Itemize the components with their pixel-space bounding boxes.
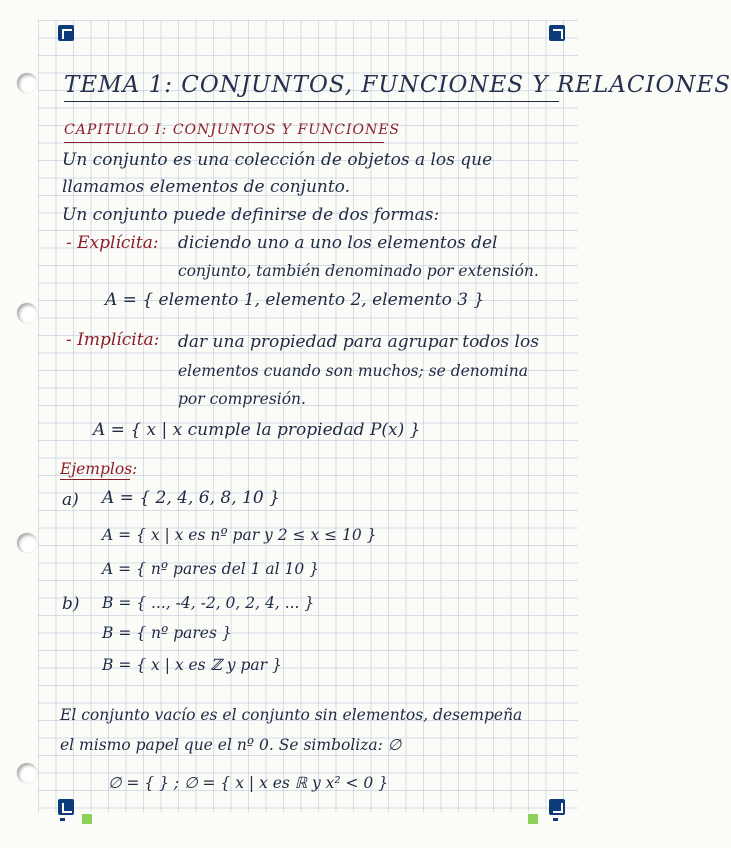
text-line: por compresión.: [178, 390, 306, 408]
text-line: Un conjunto es una colección de objetos a los que: [62, 150, 493, 170]
binder-hole: [17, 303, 37, 323]
margin-dot: [553, 818, 558, 821]
formula: ∅ = { } ; ∅ = { x | x es ℝ y x² < 0 }: [108, 774, 389, 792]
examples-heading: Ejemplos:: [60, 460, 138, 478]
binder-hole: [17, 73, 37, 93]
example-label: a): [62, 490, 79, 510]
formula: A = { 2, 4, 6, 8, 10 }: [102, 488, 280, 508]
formula: A = { x | x es nº par y 2 ≤ x ≤ 10 }: [102, 526, 377, 544]
corner-marker-icon: [549, 25, 565, 41]
margin-mark: [528, 814, 538, 824]
text-line: conjunto, también denominado por extensión.: [178, 262, 539, 280]
implicita-label: - Implícita:: [66, 330, 160, 350]
margin-dot: [60, 818, 65, 821]
formula: A = { nº pares del 1 al 10 }: [102, 560, 320, 578]
formula: B = { ..., -4, -2, 0, 2, 4, ... }: [102, 594, 315, 612]
text-line: dar una propiedad para agrupar todos los: [178, 332, 539, 352]
formula: B = { x | x es ℤ y par }: [102, 656, 282, 674]
example-label: b): [62, 594, 80, 614]
text-line: diciendo uno a uno los elementos del: [178, 233, 498, 253]
section-heading: CAPITULO I: CONJUNTOS Y FUNCIONES: [64, 122, 401, 138]
page-top-margin: [0, 0, 599, 20]
page-right-margin: [578, 0, 599, 848]
corner-marker-icon: [58, 25, 74, 41]
page-left-margin: [0, 0, 38, 848]
text-line: llamamos elementos de conjunto.: [62, 177, 351, 197]
text-line: elementos cuando son muchos; se denomina: [178, 362, 528, 380]
explicita-label: - Explícita:: [66, 233, 159, 253]
formula: A = { x | x cumple la propiedad P(x) }: [93, 420, 421, 440]
corner-marker-icon: [549, 799, 565, 815]
corner-marker-icon: [58, 799, 74, 815]
text-line: Un conjunto puede definirse de dos formas:: [62, 205, 440, 225]
examples-underline: [60, 479, 130, 480]
formula: B = { nº pares }: [102, 624, 232, 642]
formula: A = { elemento 1, elemento 2, elemento 3 }: [105, 290, 485, 310]
section-underline: [64, 142, 384, 143]
text-line: El conjunto vacío es el conjunto sin elementos, desempeña: [60, 706, 523, 724]
text-line: el mismo papel que el nº 0. Se simboliza: ∅: [60, 736, 402, 754]
binder-hole: [17, 763, 37, 783]
title-underline: [64, 101, 559, 102]
margin-mark: [82, 814, 92, 824]
page-title: TEMA 1: CONJUNTOS, FUNCIONES Y RELACIONES: [64, 72, 731, 98]
binder-hole: [17, 533, 37, 553]
